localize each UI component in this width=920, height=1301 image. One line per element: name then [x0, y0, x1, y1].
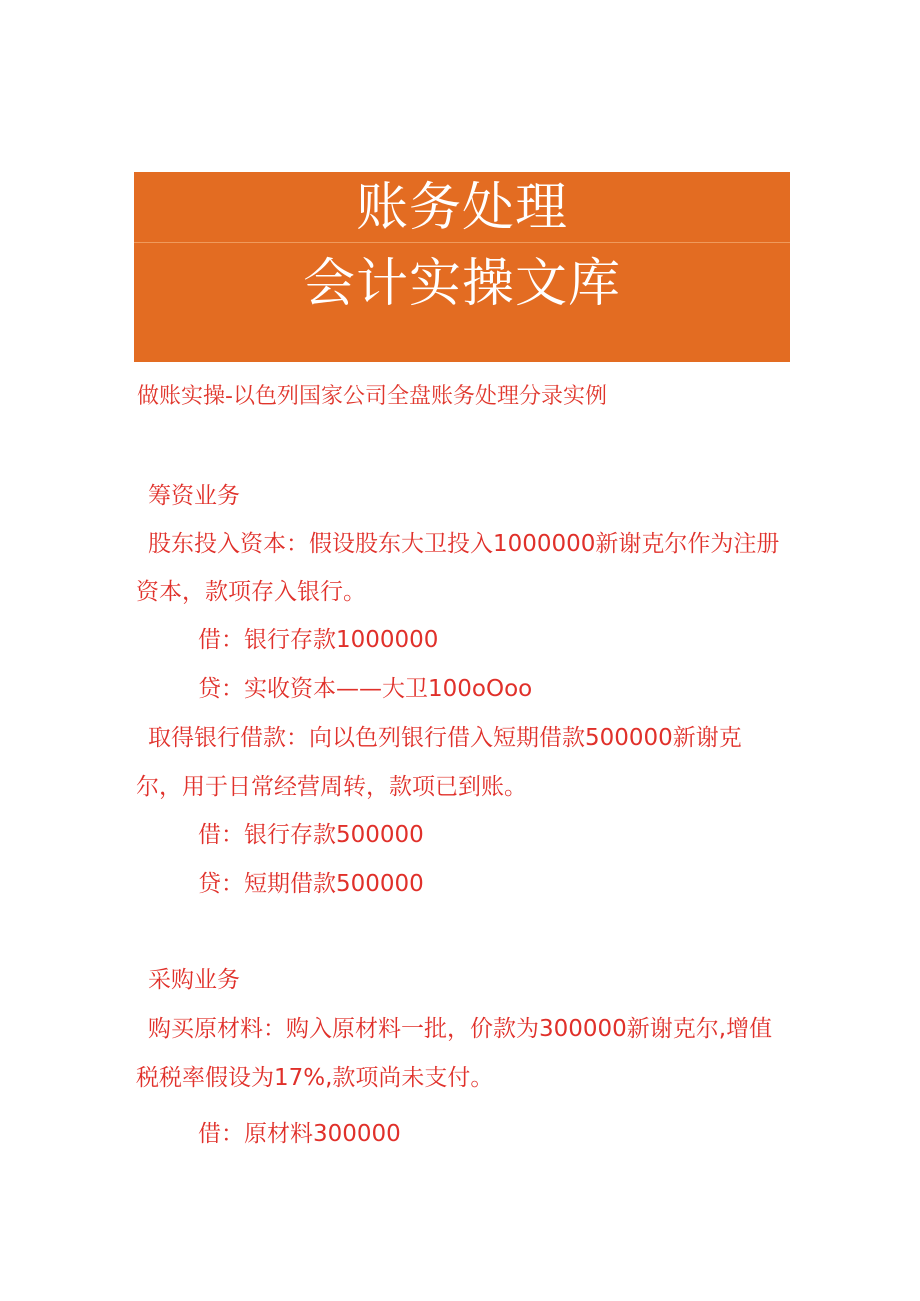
entry-description-line: 股东投入资本：假设股东大卫投入1000000新谢克尔作为注册 — [148, 531, 780, 557]
banner-title-line1: 账务处理 — [355, 178, 568, 238]
title-banner — [134, 172, 790, 362]
credit-entry: 贷：实收资本——大卫100oOoo — [198, 676, 533, 702]
debit-entry: 借：原材料300000 — [198, 1121, 401, 1147]
entry-description-line: 尔，用于日常经营周转，款项已到账。 — [136, 774, 527, 800]
debit-entry: 借：银行存款1000000 — [198, 627, 439, 653]
section-heading-purchasing: 采购业务 — [148, 967, 240, 993]
banner-divider — [134, 242, 790, 243]
entry-description-line: 税税率假设为17%,款项尚未支付。 — [136, 1065, 494, 1091]
entry-description-line: 取得银行借款：向以色列银行借入短期借款500000新谢克 — [148, 725, 742, 751]
credit-entry: 贷：短期借款500000 — [198, 871, 424, 897]
debit-entry: 借：银行存款500000 — [198, 822, 424, 848]
document-title: 做账实操-以色列国家公司全盘账务处理分录实例 — [137, 384, 607, 409]
entry-description-line: 资本，款项存入银行。 — [136, 579, 366, 605]
entry-description-line: 购买原材料：购入原材料一批，价款为300000新谢克尔,增值 — [148, 1016, 773, 1042]
banner-title-line2: 会计实操文库 — [302, 254, 621, 314]
section-heading-financing: 筹资业务 — [148, 483, 240, 509]
